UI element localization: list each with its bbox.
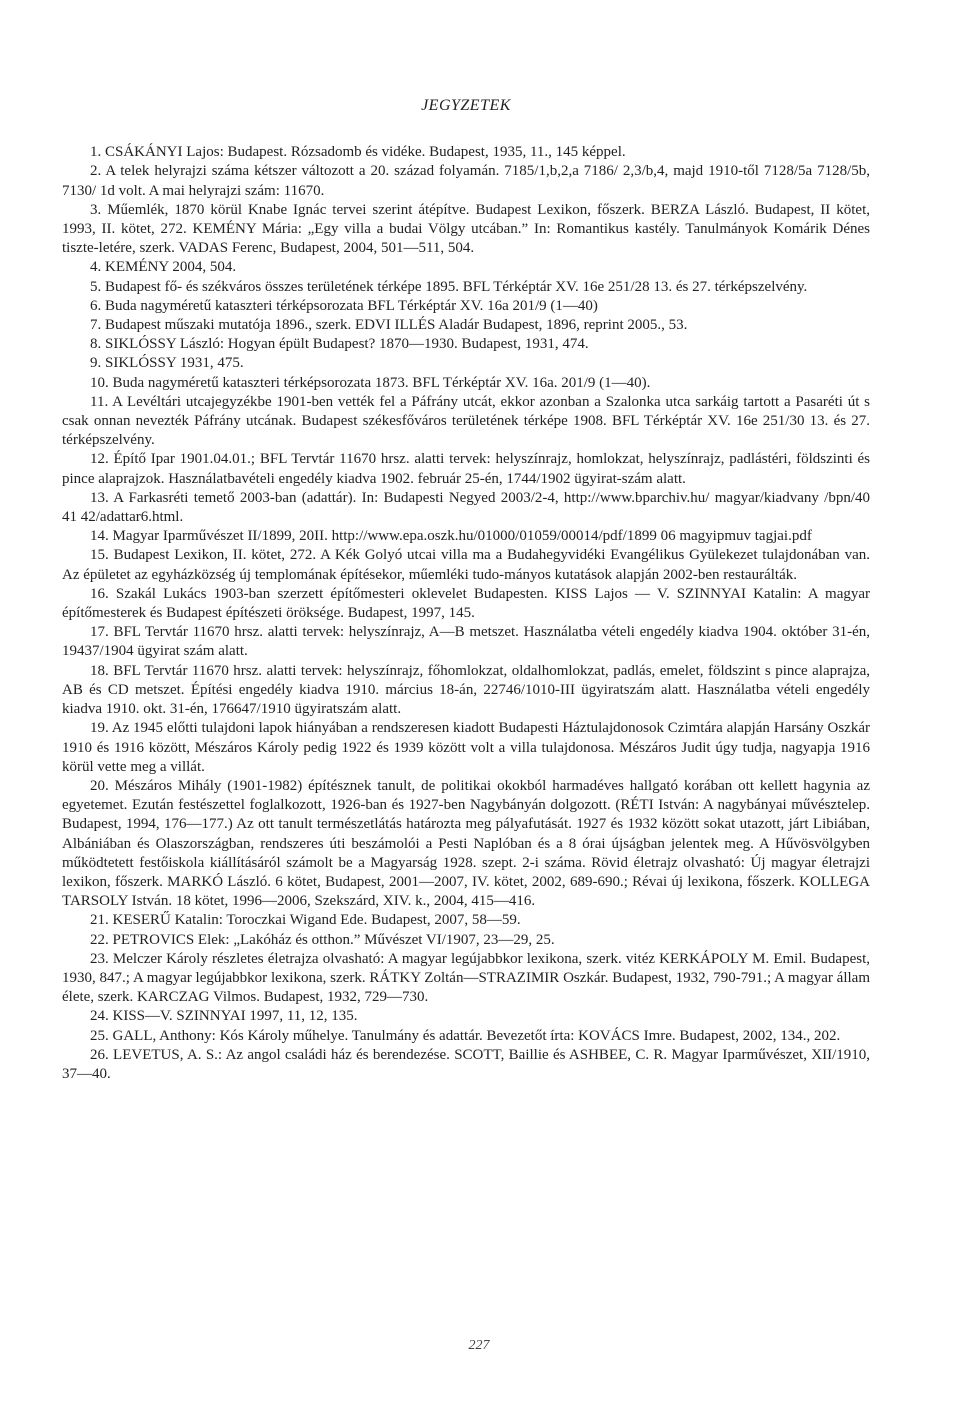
note-item: 10. Buda nagyméretű kataszteri térképsorozata 1873. BFL Térképtár XV. 16a. 201/9 (1—40).: [90, 374, 651, 391]
note-item: 18. BFL Tervtár 11670 hrsz. alatti tervek: helyszínrajz, főhomlokzat, oldalhomlokzat, padlás, emelet, földszint s pince alaprajza, AB és CD metszet. Építési engedély kiadva 1910. március 18-án, 22746/1010-III ügyiratszám alatt. Használatba vételi engedély kiadva 1910. okt. 31-én, 176647/1910 ügyiratszám alatt.: [62, 662, 870, 718]
note-item: 24. KISS—V. SZINNYAI 1997, 11, 12, 135.: [90, 1008, 358, 1025]
notes-page: [62, 96, 870, 1084]
note-item: 23. Melczer Károly részletes életrajza olvasható: A magyar legújabbkor lexikona, szerk. vitéz KERKÁPOLY M. Emil. Budapest, 1930, 847.; A magyar legújabbkor lexikona, szerk. RÁTKY Zoltán—STRAZIMIR Oszkár. Budapest, 1932, 790-791.; A magyar állam élete, szerk. KARCZAG Vilmos. Budapest, 1932, 729—730.: [62, 950, 870, 1006]
note-item: 20. Mészáros Mihály (1901-1982) építésznek tanult, de politikai okokból harmadéves hallgató korában ott kellett hagynia az egyetemet. Ezután festészettel foglalkozott, 1926-ban és 1927-ben Nagybányán dolgozott. (RÉTI István: A nagybányai művésztelep. Budapest, 1994, 176—177.) Az ott tanult természetlátás határozta meg pályafutását. 1927 és 1932 között sokat utazott, járt Libiában, Albániában és Olaszországban, rendszeres úti beszámolói a Pesti Naplóban és a 8 órai újságban jelentek meg. A Hűvösvölgyben működtetett festőiskola kiállításáról számolt be a Magyarság 1928. szept. 2-i száma. Rövid életrajz olvasható: Új magyar életrajzi lexikon, főszerk. MARKÓ László. 6 kötet, Budapest, 2001—2007, IV. kötet, 2002, 689-690.; Révai új lexikona, főszerk. KOLLEGA TARSOLY István. 18 kötet, 1996—2006, Szekszárd, XIV. k., 2004, 415—416.: [62, 777, 870, 910]
note-item: 1. CSÁKÁNYI Lajos: Budapest. Rózsadomb és vidéke. Budapest, 1935, 11., 145 képpel.: [90, 144, 626, 161]
note-item: 8. SIKLÓSSY László: Hogyan épült Budapest? 1870—1930. Budapest, 1931, 474.: [90, 336, 589, 353]
note-item: 19. Az 1945 előtti tulajdoni lapok hiányában a rendszeresen kiadott Budapesti Háztulajdonosok Czimtára alapján Harsány Oszkár 1910 és 1916 között, Mészáros Károly pedig 1922 és 1939 között volt a villa tulajdonosa. Mészáros Judit úgy tudja, nagyapja 1916 körül vette meg a villát.: [62, 720, 870, 775]
note-item: 25. GALL, Anthony: Kós Károly műhelye. Tanulmány és adattár. Bevezetőt írta: KOVÁCS Imre. Budapest, 2002, 134., 202.: [90, 1027, 841, 1044]
note-item: 26. LEVETUS, A. S.: Az angol családi ház és berendezése. SCOTT, Baillie és ASHBEE, C. R. Magyar Iparművészet, XII/1910, 37—40.: [62, 1046, 870, 1082]
note-item: 12. Építő Ipar 1901.04.01.; BFL Tervtár 11670 hrsz. alatti tervek: helyszínrajz, homlokzat, helyszínrajz, padlástéri, földszinti és pince alaprajzok. Használatbavételi engedély kiadva 1902. február 25-én, 1744/1902 ügyirat-szám alatt.: [62, 451, 870, 487]
page-title: JEGYZETEK: [421, 97, 511, 114]
page-number: 227: [468, 1338, 490, 1353]
note-item: 6. Buda nagyméretű kataszteri térképsorozata BFL Térképtár XV. 16a 201/9 (1—40): [90, 297, 598, 314]
note-item: 13. A Farkasréti temető 2003-ban (adattár). In: Budapesti Negyed 2003/2-4, http://www.bparchiv.hu/ magyar/kiadvany /bpn/40 41 42/adattar6.html.: [62, 489, 870, 526]
note-item: 9. SIKLÓSSY 1931, 475.: [90, 355, 244, 372]
note-item: 3. Műemlék, 1870 körül Knabe Ignác tervei szerint átépítve. Budapest Lexikon, főszerk. BERZA László. Budapest, II kötet, 1993, II. kötet, 272. KEMÉNY Mária: „Egy villa a budai Völgy utcában.” In: Romantikus kastély. Tanulmányok Komárik Dénes tiszte-letére, szerk. VADAS Ferenc, Budapest, 2004, 501—511, 504.: [62, 201, 870, 257]
note-item: 4. KEMÉNY 2004, 504.: [90, 259, 237, 276]
note-item: 11. A Levéltári utcajegyzékbe 1901-ben vették fel a Páfrány utcát, ekkor azonban a Szalonka utca sarkáig tartott a Pasaréti út s csak onnan nevezték Páfrány utcának. Budapest székesfőváros területének térképe 1908. BFL Térképtár XV. 16e 251/30 13. és 27. térképszelvény.: [62, 393, 870, 449]
note-item: 15. Budapest Lexikon, II. kötet, 272. A Kék Golyó utcai villa ma a Budahegyvidéki Evangélikus Gyülekezet tulajdonában van. Az épületet az egyházközség új templomának építésekor, műemléki tudo-mányos kutatások alapján 2002-ben restaurálták.: [62, 547, 870, 583]
note-item: 5. Budapest fő- és székváros összes területének térképe 1895. BFL Térképtár XV. 16e 251/28 13. és 27. térképszelvény.: [90, 278, 808, 295]
note-item: 16. Szakál Lukács 1903-ban szerzett építőmesteri oklevelet Budapesten. KISS Lajos — V. SZINNYAI Katalin: A magyar építőmesterek és Budapest építészeti öröksége. Budapest, 1997, 145.: [62, 585, 870, 622]
note-item: 14. Magyar Iparművészet II/1899, 20II. http://www.epa.oszk.hu/01000/01059/00014/pdf/1899 06 magyipmuv tagjai.pdf: [90, 528, 812, 545]
note-item: 22. PETROVICS Elek: „Lakóház és otthon.” Művészet VI/1907, 23—29, 25.: [90, 931, 555, 948]
note-item: 17. BFL Tervtár 11670 hrsz. alatti tervek: helyszínrajz, A—B metszet. Használatba vételi engedély kiadva 1904. október 31-én, 19437/1904 ügyirat szám alatt.: [62, 624, 870, 660]
note-item: 7. Budapest műszaki mutatója 1896., szerk. EDVI ILLÉS Aladár Budapest, 1896, reprint 2005., 53.: [90, 317, 688, 334]
notes-list: [62, 143, 870, 1084]
note-item: 2. A telek helyrajzi száma kétszer változott a 20. század folyamán. 7185/1,b,2,a 7186/ 2,3/b,4, majd 1910-től 7128/5a 7128/5b, 7130/ 1d volt. A mai helyrajzi szám: 11670.: [62, 163, 870, 199]
note-item: 21. KESERŰ Katalin: Toroczkai Wigand Ede. Budapest, 2007, 58—59.: [90, 912, 521, 929]
